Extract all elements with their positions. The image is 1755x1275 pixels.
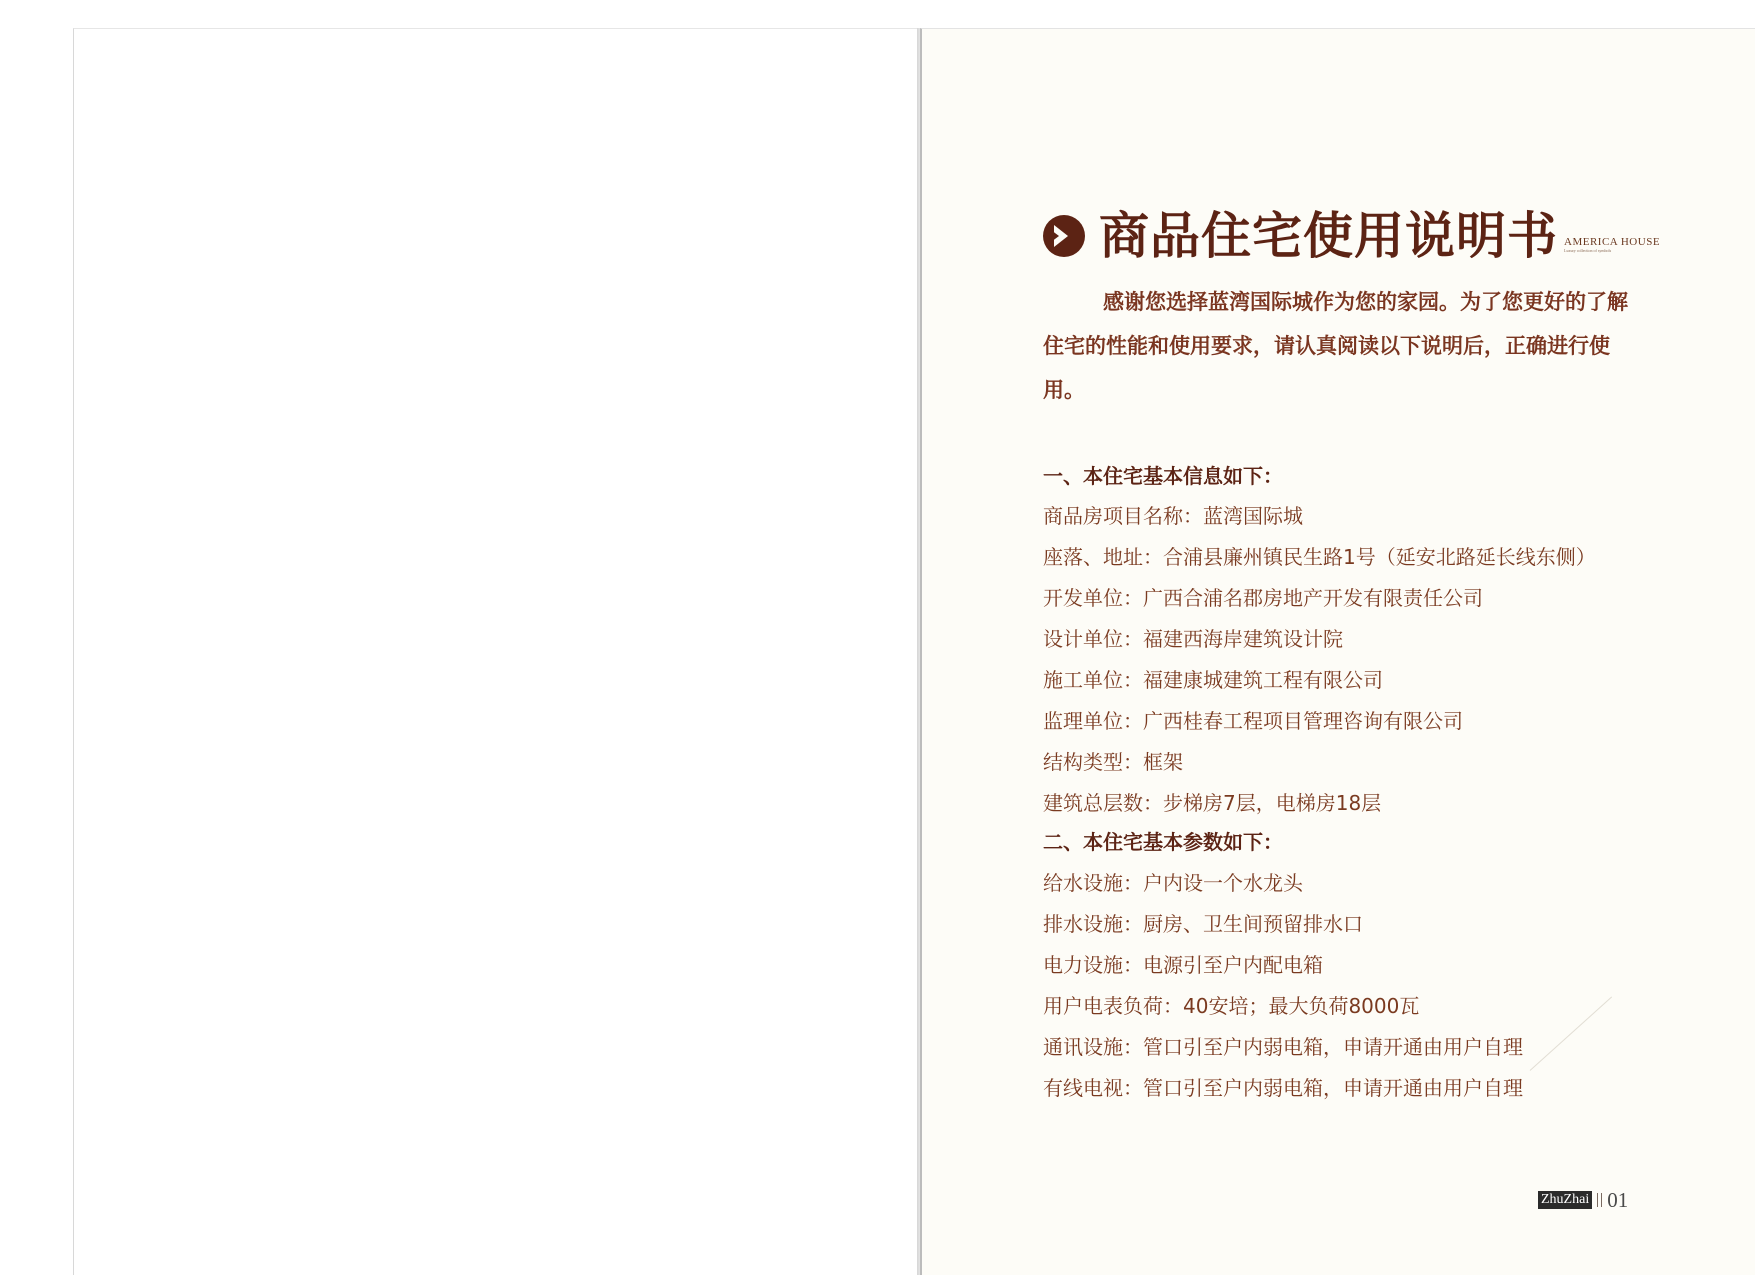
info-line: 电力设施：电源引至户内配电箱 [1043,953,1323,977]
blank-left-page [73,28,918,1275]
info-line: 用户电表负荷：40安培；最大负荷8000瓦 [1043,994,1420,1018]
brand-tagline: Luxury collection of symbols [1564,248,1612,253]
footer-separator [1597,1193,1602,1207]
section-heading-basic-params: 二、本住宅基本参数如下： [1043,830,1283,854]
info-line: 通讯设施：管口引至户内弱电箱，申请开通由用户自理 [1043,1035,1523,1059]
footer-tag: ZhuZhai [1538,1191,1592,1209]
info-line: 结构类型：框架 [1043,750,1183,774]
brand-logo [1564,236,1660,254]
info-line: 开发单位：广西合浦名郡房地产开发有限责任公司 [1043,586,1483,610]
info-line: 设计单位：福建西海岸建筑设计院 [1043,627,1343,651]
page-title: 商品住宅使用说明书 [1099,207,1558,265]
arrow-circle-icon [1043,215,1085,257]
brand-name: AMERICA HOUSE [1564,236,1661,248]
info-line: 座落、地址：合浦县廉州镇民生路1号（延安北路延长线东侧） [1043,545,1596,569]
section-heading-basic-info: 一、本住宅基本信息如下： [1043,464,1283,488]
info-line: 给水设施：户内设一个水龙头 [1043,871,1303,895]
page-footer [1538,1189,1628,1211]
info-line: 商品房项目名称：蓝湾国际城 [1043,504,1303,528]
page-title-row [1043,208,1660,264]
page-number: 01 [1607,1188,1629,1212]
info-line: 施工单位：福建康城建筑工程有限公司 [1043,668,1383,692]
info-line: 排水设施：厨房、卫生间预留排水口 [1043,912,1363,936]
intro-paragraph: 感谢您选择蓝湾国际城作为您的家园。为了您更好的了解住宅的性能和使用要求，请认真阅读以下说明后，正确进行使用。 [1043,290,1628,402]
info-line: 建筑总层数：步梯房7层，电梯房18层 [1043,791,1382,815]
info-line: 监理单位：广西桂春工程项目管理咨询有限公司 [1043,709,1463,733]
info-line: 有线电视：管口引至户内弱电箱，申请开通由用户自理 [1043,1076,1523,1100]
